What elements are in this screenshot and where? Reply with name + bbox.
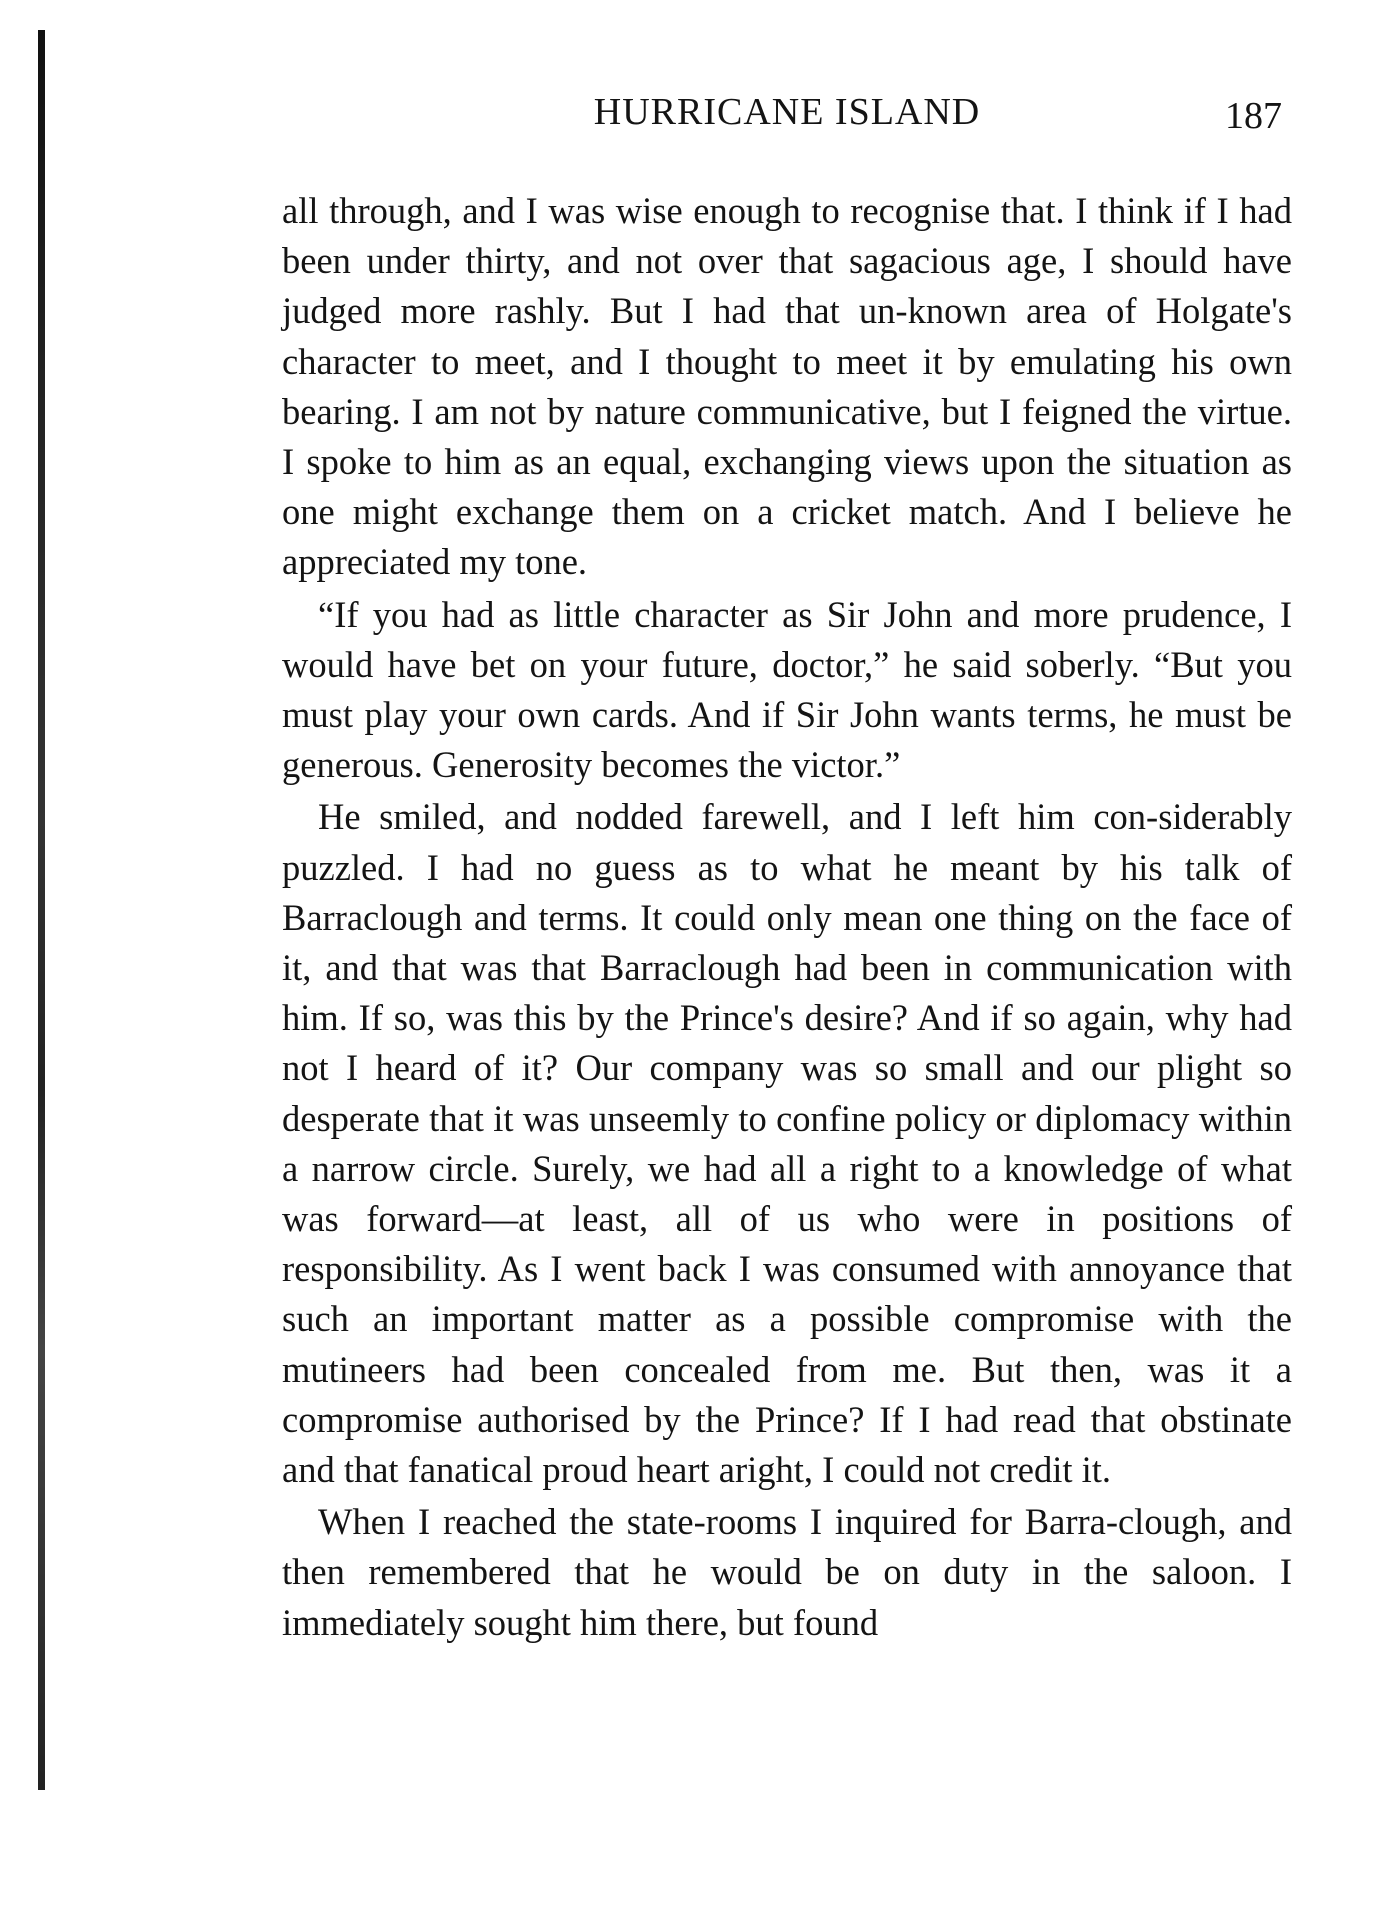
binding-shadow bbox=[38, 30, 45, 1790]
body-text bbox=[282, 186, 1292, 1648]
paragraph: When I reached the state-rooms I inquired for Barra-clough, and then remembered that he would be on duty in the saloon. I immediately sought him there, but found bbox=[282, 1501, 1292, 1643]
paragraph: all through, and I was wise enough to recognise that. I think if I had been under thirty, and not over that sagacious age, I should have judged more rashly. But I had that un-known area of Holgate's character to meet, and I thought to meet it by emulating his own bearing. I am not by nature communicative, but I feigned the virtue. I spoke to him as an equal, exchanging views upon the situation as one might exchange them on a cricket match. And I believe he appreciated my tone. bbox=[282, 190, 1292, 583]
running-head: HURRICANE ISLAND bbox=[593, 91, 981, 133]
scan-binding-edge bbox=[34, 30, 48, 1790]
paragraph: “If you had as little character as Sir John and more prudence, I would have bet on your future, doctor,” he said soberly. “But you must play your own cards. And if Sir John wants terms, he must be generous. Generosity becomes the victor.” bbox=[282, 593, 1292, 786]
paragraph: He smiled, and nodded farewell, and I left him con-siderably puzzled. I had no guess as to what he meant by his talk of Barraclough and terms. It could only mean one thing on the face of it, and that was that Barraclough had been in communication with him. If so, was this by the Prince's desire? And if so again, why had not I heard of it? Our company was so small and our plight so desperate that it was unseemly to confine policy or diplomacy within a narrow circle. Surely, we had all a right to a knowledge of what was forward—at least, all of us who were in positions of responsibility. As I went back I was consumed with annoyance that such an important matter as a possible compromise with the mutineers had been concealed from me. But then, was it a compromise authorised by the Prince? If I had read that obstinate and that fanatical proud heart aright, I could not credit it. bbox=[282, 796, 1292, 1491]
page-number: 187 bbox=[1225, 95, 1282, 137]
page-header bbox=[282, 86, 1292, 146]
